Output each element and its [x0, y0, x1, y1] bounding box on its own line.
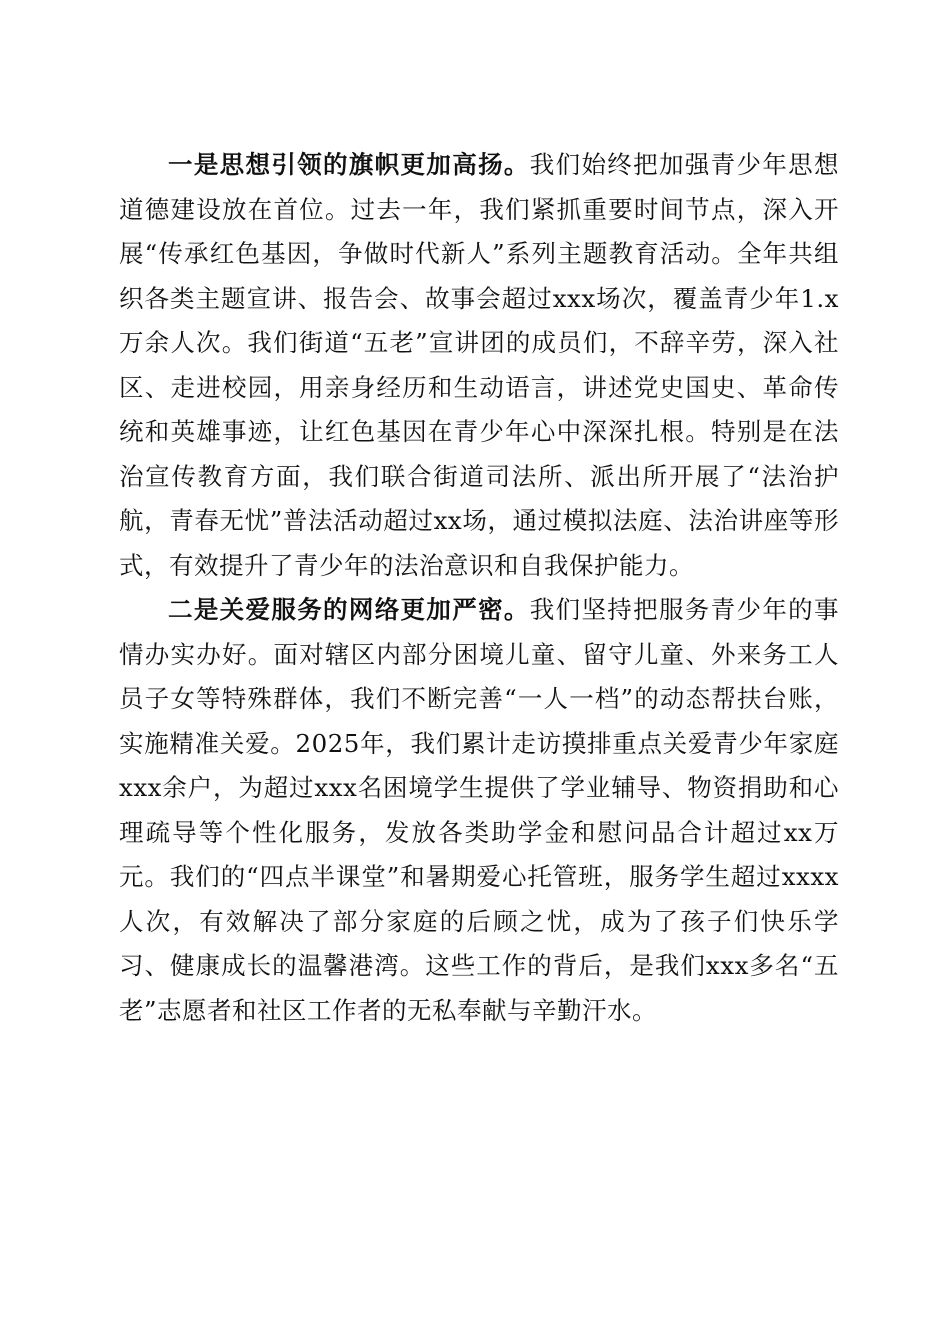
paragraph-2-heading: 二是关爱服务的网络更加严密。	[168, 595, 530, 624]
paragraph-2	[119, 588, 839, 1033]
document-body	[119, 143, 839, 1033]
paragraph-1	[119, 143, 839, 588]
paragraph-1-text: 我们始终把加强青少年思想道德建设放在首位。过去一年，我们紧抓重要时间节点，深入开展“传承红色基因，争做时代新人”系列主题教育活动。全年共组织各类主题宣讲、报告会、故事会超过xxx场次，覆盖青少年1.x万余人次。我们街道“五老”宣讲团的成员们，不辞辛劳，深入社区、走进校园，用亲身经历和生动语言，讲述党史国史、革命传统和英雄事迹，让红色基因在青少年心中深深扎根。特别是在法治宣传教育方面，我们联合街道司法所、派出所开展了“法治护航，青春无忧”普法活动超过xx场，通过模拟法庭、法治讲座等形式，有效提升了青少年的法治意识和自我保护能力。	[119, 150, 840, 580]
paragraph-1-heading: 一是思想引领的旗帜更加高扬。	[168, 150, 530, 179]
paragraph-2-text: 我们坚持把服务青少年的事情办实办好。面对辖区内部分困境儿童、留守儿童、外来务工人员子女等特殊群体，我们不断完善“一人一档”的动态帮扶台账，实施精准关爱。2025年，我们累计走访摸排重点关爱青少年家庭xxx余户，为超过xxx名困境学生提供了学业辅导、物资捐助和心理疏导等个性化服务，发放各类助学金和慰问品合计超过xx万元。我们的“四点半课堂”和暑期爱心托管班，服务学生超过xxxx人次，有效解决了部分家庭的后顾之忧，成为了孩子们快乐学习、健康成长的温馨港湾。这些工作的背后，是我们xxx多名“五老”志愿者和社区工作者的无私奉献与辛勤汗水。	[119, 595, 840, 1025]
